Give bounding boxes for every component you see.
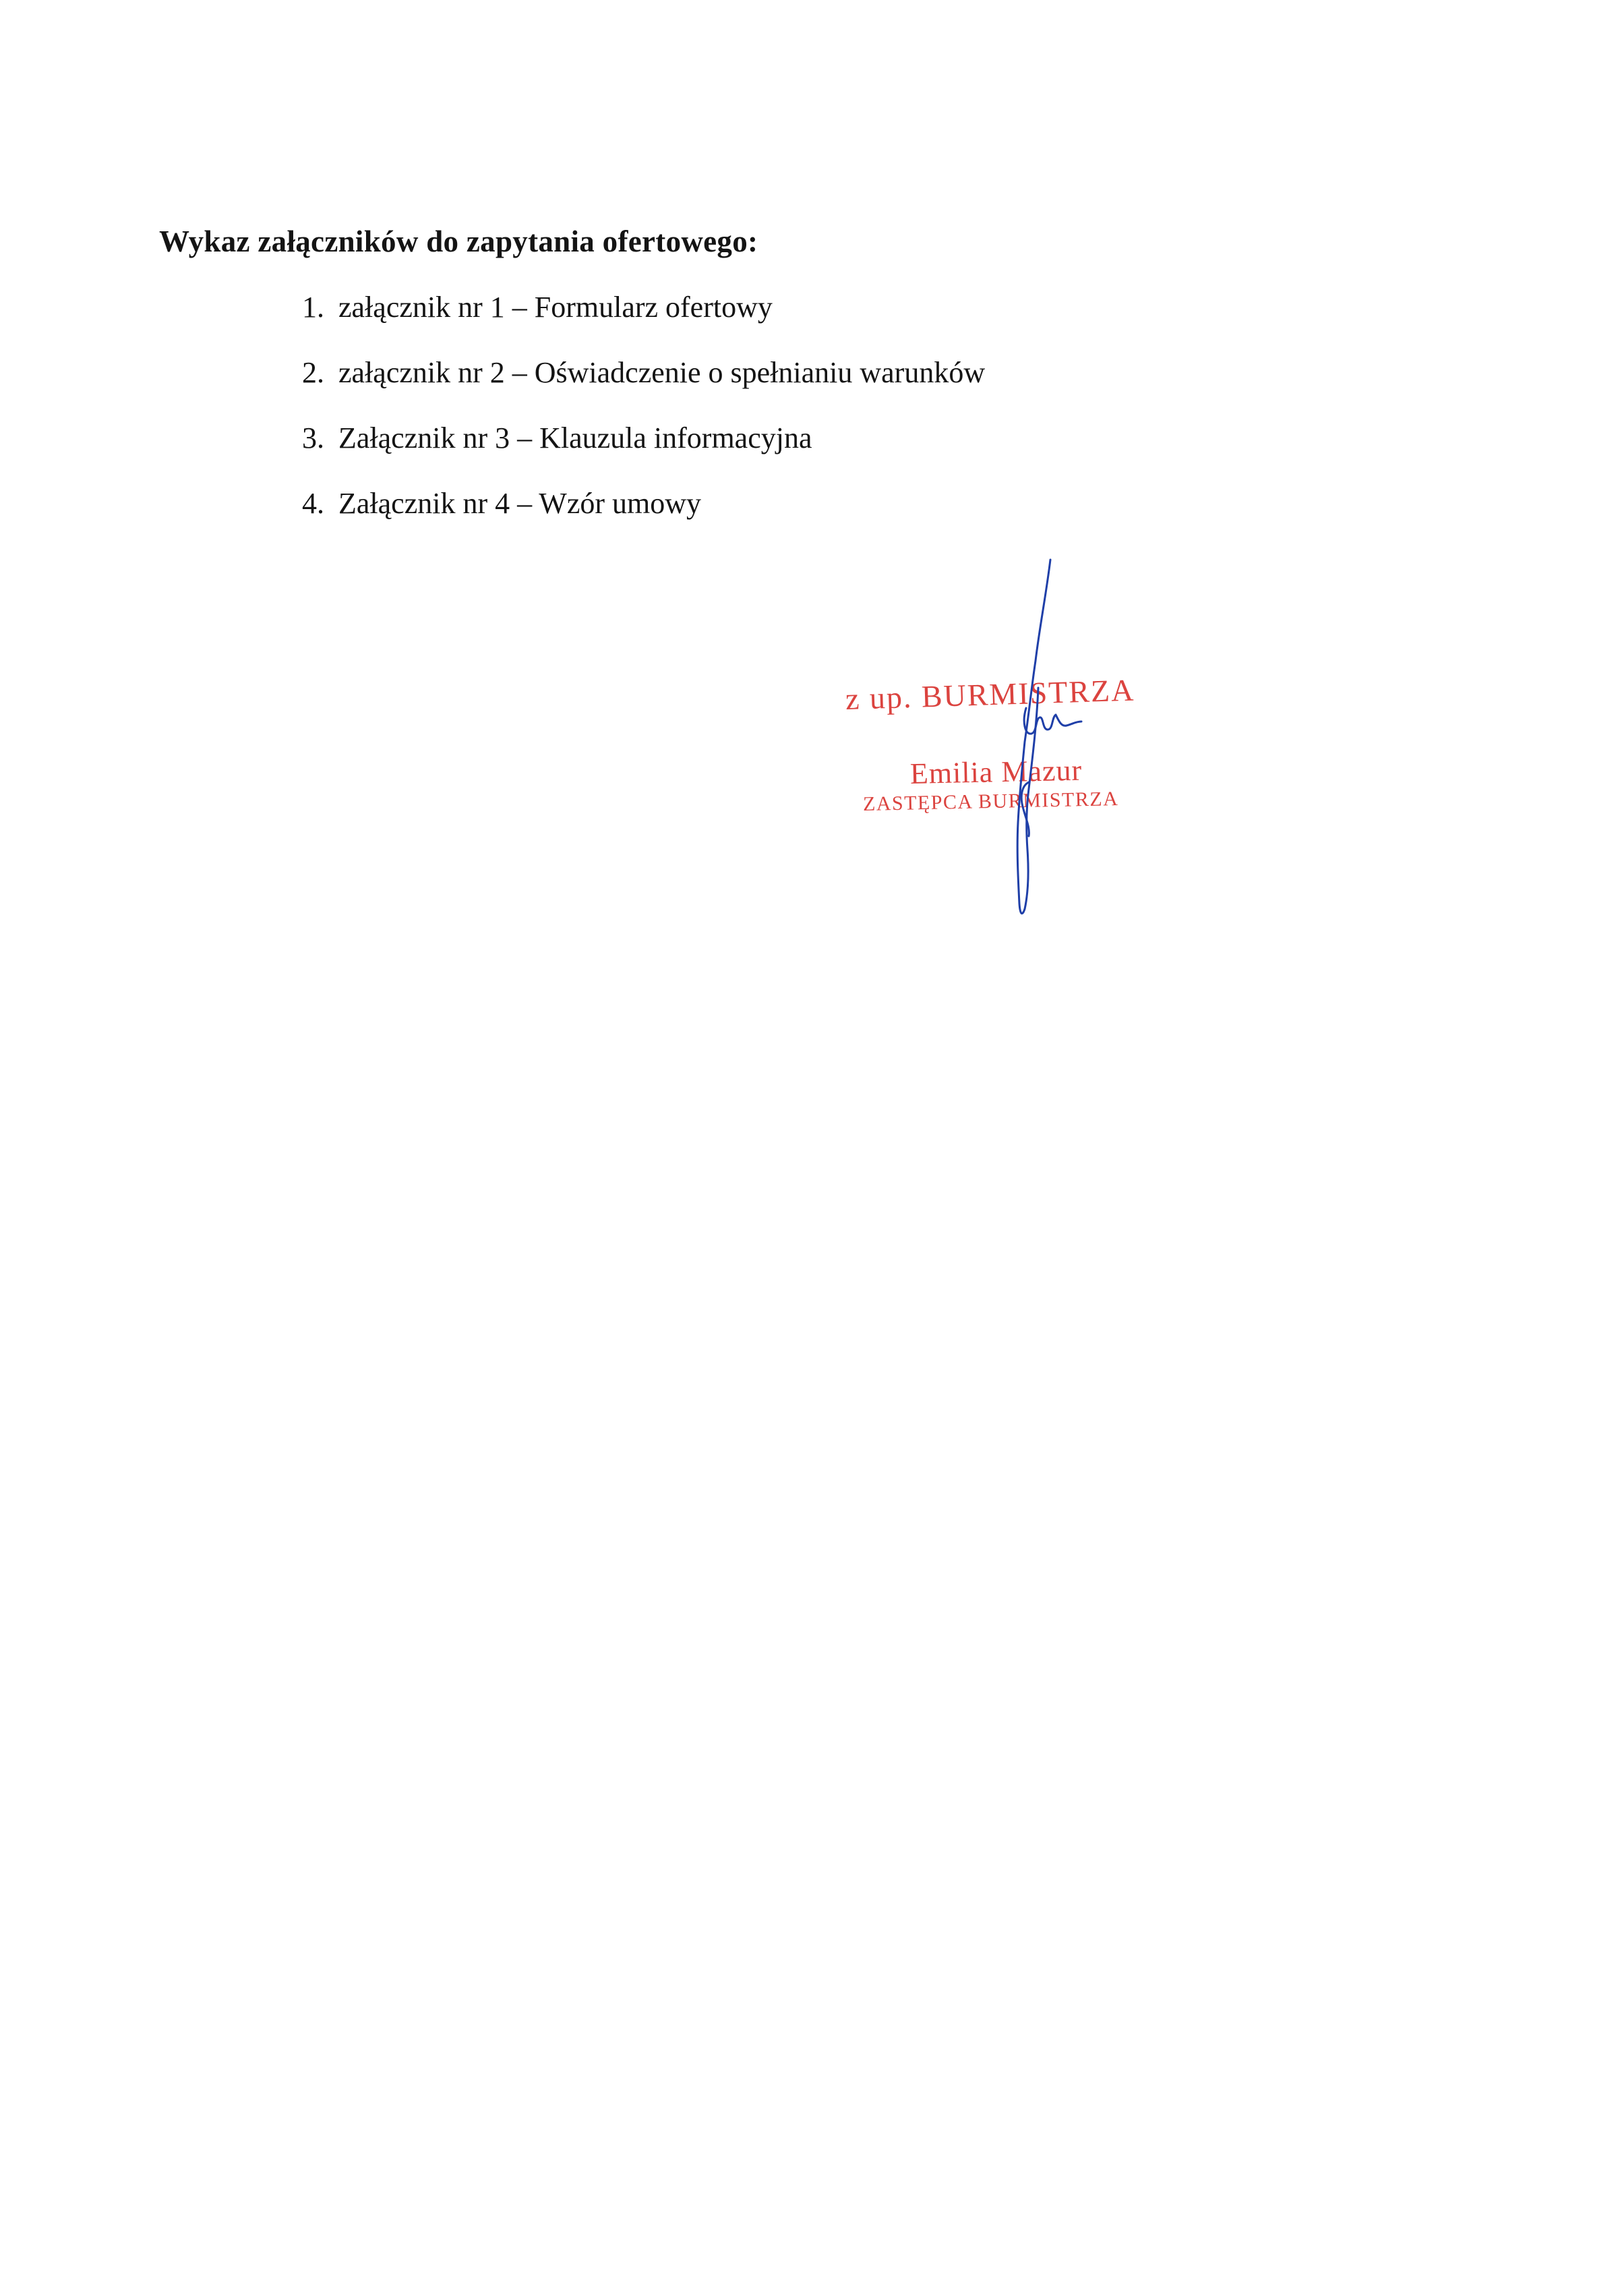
list-item-number: 4. [302,487,324,520]
list-item [302,421,985,486]
handwritten-signature [822,553,1200,931]
list-item-text: załącznik nr 2 – Oświadczenie o spełnianiu warunków [338,356,986,389]
list-item-number: 3. [302,421,324,454]
list-item-text: Załącznik nr 3 – Klauzula informacyjna [338,421,812,454]
list-item [302,290,985,355]
list-item [302,355,985,421]
list-item-text: załącznik nr 1 – Formularz ofertowy [338,291,773,324]
stamp-line-authorization: z up. BURMISTRZA [845,672,1135,716]
list-item-text: Załącznik nr 4 – Wzór umowy [338,487,702,520]
stamp-line-title: ZASTĘPCA BURMISTRZA [862,788,1119,815]
stamp-line-name: Emilia Mazur [909,753,1083,790]
signature-stamp-block [822,553,1200,931]
list-item-number: 2. [302,356,324,389]
attachments-list [302,290,985,552]
list-item [302,486,985,552]
attachments-heading: Wykaz załączników do zapytania ofertowego: [159,225,758,258]
list-item-number: 1. [302,291,324,324]
